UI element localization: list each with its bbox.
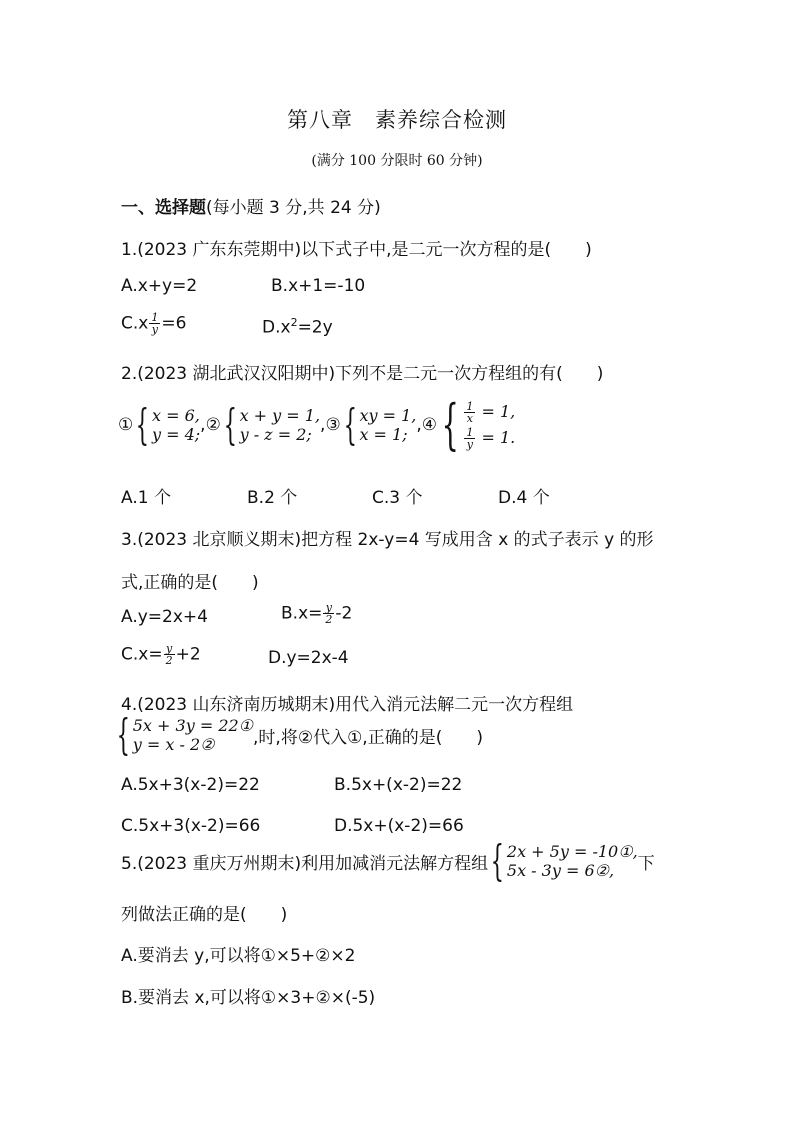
q4-system-line-2: y = x - 2② (132, 735, 215, 754)
q5-system-line-1: 2x + 5y = -10①, (506, 842, 638, 861)
q5-option-a: A.要消去 y,可以将①×5+②×2 (121, 946, 356, 966)
q2-option-b: B.2 个 (247, 488, 298, 508)
q5-stem-line-2: 列做法正确的是( ) (121, 905, 288, 925)
brace-icon: { (223, 400, 237, 449)
q5-option-b: B.要消去 x,可以将①×3+②×(-5) (121, 988, 376, 1008)
brace-icon: { (116, 710, 131, 759)
q4-system (114, 710, 254, 759)
q3-option-c (121, 643, 201, 666)
q1-option-d (262, 316, 333, 338)
q2-system-4-line-2-rhs: = 1. (481, 428, 516, 447)
q4-stem-tail: ,时,将②代入①,正确的是( ) (253, 727, 483, 748)
q4-option-a: A.5x+3(x-2)=22 (121, 775, 260, 795)
brace-icon: { (441, 393, 459, 456)
section-heading-label: 一、选择题 (121, 198, 206, 218)
fraction-denominator: x (466, 411, 473, 425)
q1-option-d-exponent: 2 (290, 316, 298, 329)
page-subtitle: (满分 100 分限时 60 分钟) (311, 153, 483, 169)
q2-system-4-line-2 (463, 425, 515, 451)
q2-stem: 2.(2023 湖北武汉汉阳期中)下列不是二元一次方程组的有( ) (121, 364, 604, 384)
section-heading (121, 193, 381, 218)
q2-system-1 (133, 400, 201, 449)
q2-systems (118, 393, 516, 456)
q2-system-3 (341, 400, 417, 449)
fraction-numerator: 1 (466, 425, 474, 439)
q3-option-b (281, 602, 352, 625)
q4-stem-line-2 (114, 710, 483, 759)
q5-stem-tail: 下 (637, 853, 655, 874)
fraction-denominator: y (466, 437, 473, 451)
q3-option-b-post: -2 (335, 603, 353, 624)
q3-option-a: A.y=2x+4 (121, 607, 208, 627)
q3-option-d: D.y=2x-4 (268, 648, 349, 668)
q3-option-c-post: +2 (175, 644, 201, 665)
q2-option-d: D.4 个 (498, 488, 550, 508)
q2-marker-4: ,④ (416, 415, 437, 435)
q1-option-a: A.x+y=2 (121, 276, 198, 296)
q1-option-c-post: =6 (161, 313, 187, 334)
brace-icon: { (135, 400, 150, 449)
q5-system (488, 836, 638, 885)
q2-system-4-line-1 (463, 399, 515, 425)
q3-stem-line-1: 3.(2023 北京顺义期末)把方程 2x-y=4 写成用含 x 的式子表示 y 的形 (121, 530, 654, 550)
q2-option-a: A.1 个 (121, 488, 171, 508)
q2-marker-2: ,② (200, 415, 221, 435)
q1-stem: 1.(2023 广东东莞期中)以下式子中,是二元一次方程的是( ) (121, 240, 592, 260)
q4-stem-line-1: 4.(2023 山东济南历城期末)用代入消元法解二元一次方程组 (121, 695, 574, 715)
q2-system-3-line-1: xy = 1, (359, 406, 417, 425)
q3-option-b-pre: B.x= (281, 603, 323, 624)
fraction-numerator: 1 (466, 399, 474, 413)
q2-system-4 (437, 393, 516, 456)
q2-system-2 (221, 400, 321, 449)
q2-system-2-line-2: y - z = 2; (239, 425, 312, 444)
q3-stem-line-2: 式,正确的是( ) (121, 573, 259, 593)
q4-system-line-1: 5x + 3y = 22① (132, 716, 254, 735)
page-title: 第八章 素养综合检测 (287, 108, 507, 132)
fraction-denominator: y (151, 323, 158, 336)
fraction-numerator: 1 (151, 311, 159, 324)
brace-icon: { (343, 400, 357, 449)
q4-option-b: B.5x+(x-2)=22 (334, 775, 463, 795)
q5-system-line-2: 5x - 3y = 6②, (506, 861, 615, 880)
q4-option-d: D.5x+(x-2)=66 (334, 816, 464, 836)
q3-option-c-pre: C.x= (121, 644, 163, 665)
q4-option-c: C.5x+3(x-2)=66 (121, 816, 261, 836)
q5-stem-head: 5.(2023 重庆万州期末)利用加减消元法解方程组 (121, 853, 489, 874)
q5-stem-line-1 (121, 836, 655, 885)
q2-system-4-line-1-rhs: = 1, (481, 402, 516, 421)
q1-option-c (121, 312, 186, 335)
q1-option-c-fraction (149, 312, 160, 335)
q1-option-c-pre: C.x (121, 313, 149, 334)
brace-icon: { (490, 836, 505, 885)
q1-option-d-post: =2y (297, 317, 333, 338)
fraction-numerator: y (164, 643, 175, 655)
q2-option-c: C.3 个 (372, 488, 423, 508)
q2-marker-3: ,③ (320, 415, 341, 435)
q2-system-3-line-2: x = 1; (359, 425, 408, 444)
q1-option-b: B.x+1=-10 (271, 276, 366, 296)
q2-system-1-line-1: x = 6, (151, 406, 200, 425)
q1-option-d-pre: D.x (262, 317, 291, 338)
section-heading-note: (每小题 3 分,共 24 分) (206, 198, 381, 218)
fraction-denominator: 2 (165, 654, 173, 667)
fraction-numerator: y (323, 602, 334, 614)
q2-system-2-line-1: x + y = 1, (239, 406, 321, 425)
fraction-denominator: 2 (325, 613, 333, 626)
q2-marker-1: ① (118, 415, 134, 435)
q2-system-1-line-2: y = 4; (151, 425, 201, 444)
